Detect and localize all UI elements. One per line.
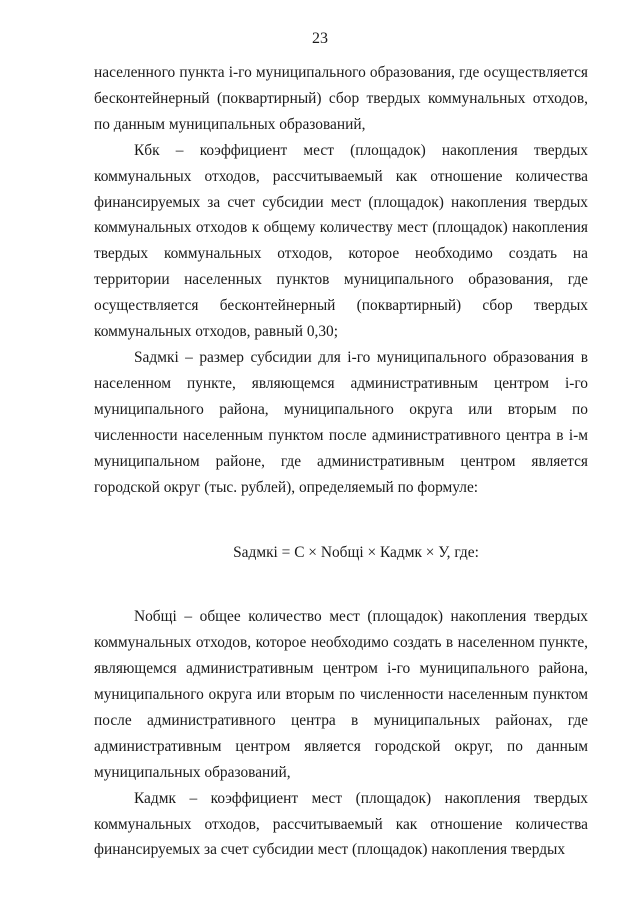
- page-number: 23: [312, 30, 328, 47]
- paragraph-nobsh-definition: Nобщi – общее количество мест (площадок) накопления твердых коммунальных отходов, которое необходимо создать в населенном пункте, являющемся административным центром i-го муниципального района, муниципального округа или вторым по численности населенным пунктом после административного центра в муниципальных районах, где административным центром является городской округ, по данным муниципальных образований,: [94, 608, 588, 781]
- formula: Sадмкi = С × Nобщi × Кадмк × У, где:: [233, 544, 479, 562]
- paragraph: населенного пункта i-го муниципального образования, где осуществляется бесконтейнерный (поквартирный) сбор твердых коммунальных отходов, по данным муниципальных образований,: [94, 64, 588, 133]
- paragraph-sadmk-definition: Sадмкi – размер субсидии для i-го муниципального образования в населенном пункте, являющемся административным центром i-го муниципального района, муниципального округа или вторым по численности населенным пунктом после административного центра в i-м муниципальном районе, где административным центром является городской округ (тыс. рублей), определяемый по формуле:: [94, 348, 588, 496]
- paragraph-kbk-definition: Кбк – коэффициент мест (площадок) накопления твердых коммунальных отходов, рассчитываемый как отношение количества финансируемых за счет субсидии мест (площадок) накопления твердых коммунальных отходов к общему количеству мест (площадок) накопления твердых коммунальных отходов, которое необходимо создать на территории населенных пунктов муниципального образования, где осуществляется бесконтейнерный (поквартирный) сбор твердых коммунальных отходов, равный 0,30;: [94, 141, 588, 341]
- document-body: [94, 60, 588, 863]
- paragraph-kadmk-definition: Кадмк – коэффициент мест (площадок) накопления твердых коммунальных отходов, рассчитываемый как отношение количества финансируемых за счет субсидии мест (площадок) накопления твердых: [94, 789, 588, 859]
